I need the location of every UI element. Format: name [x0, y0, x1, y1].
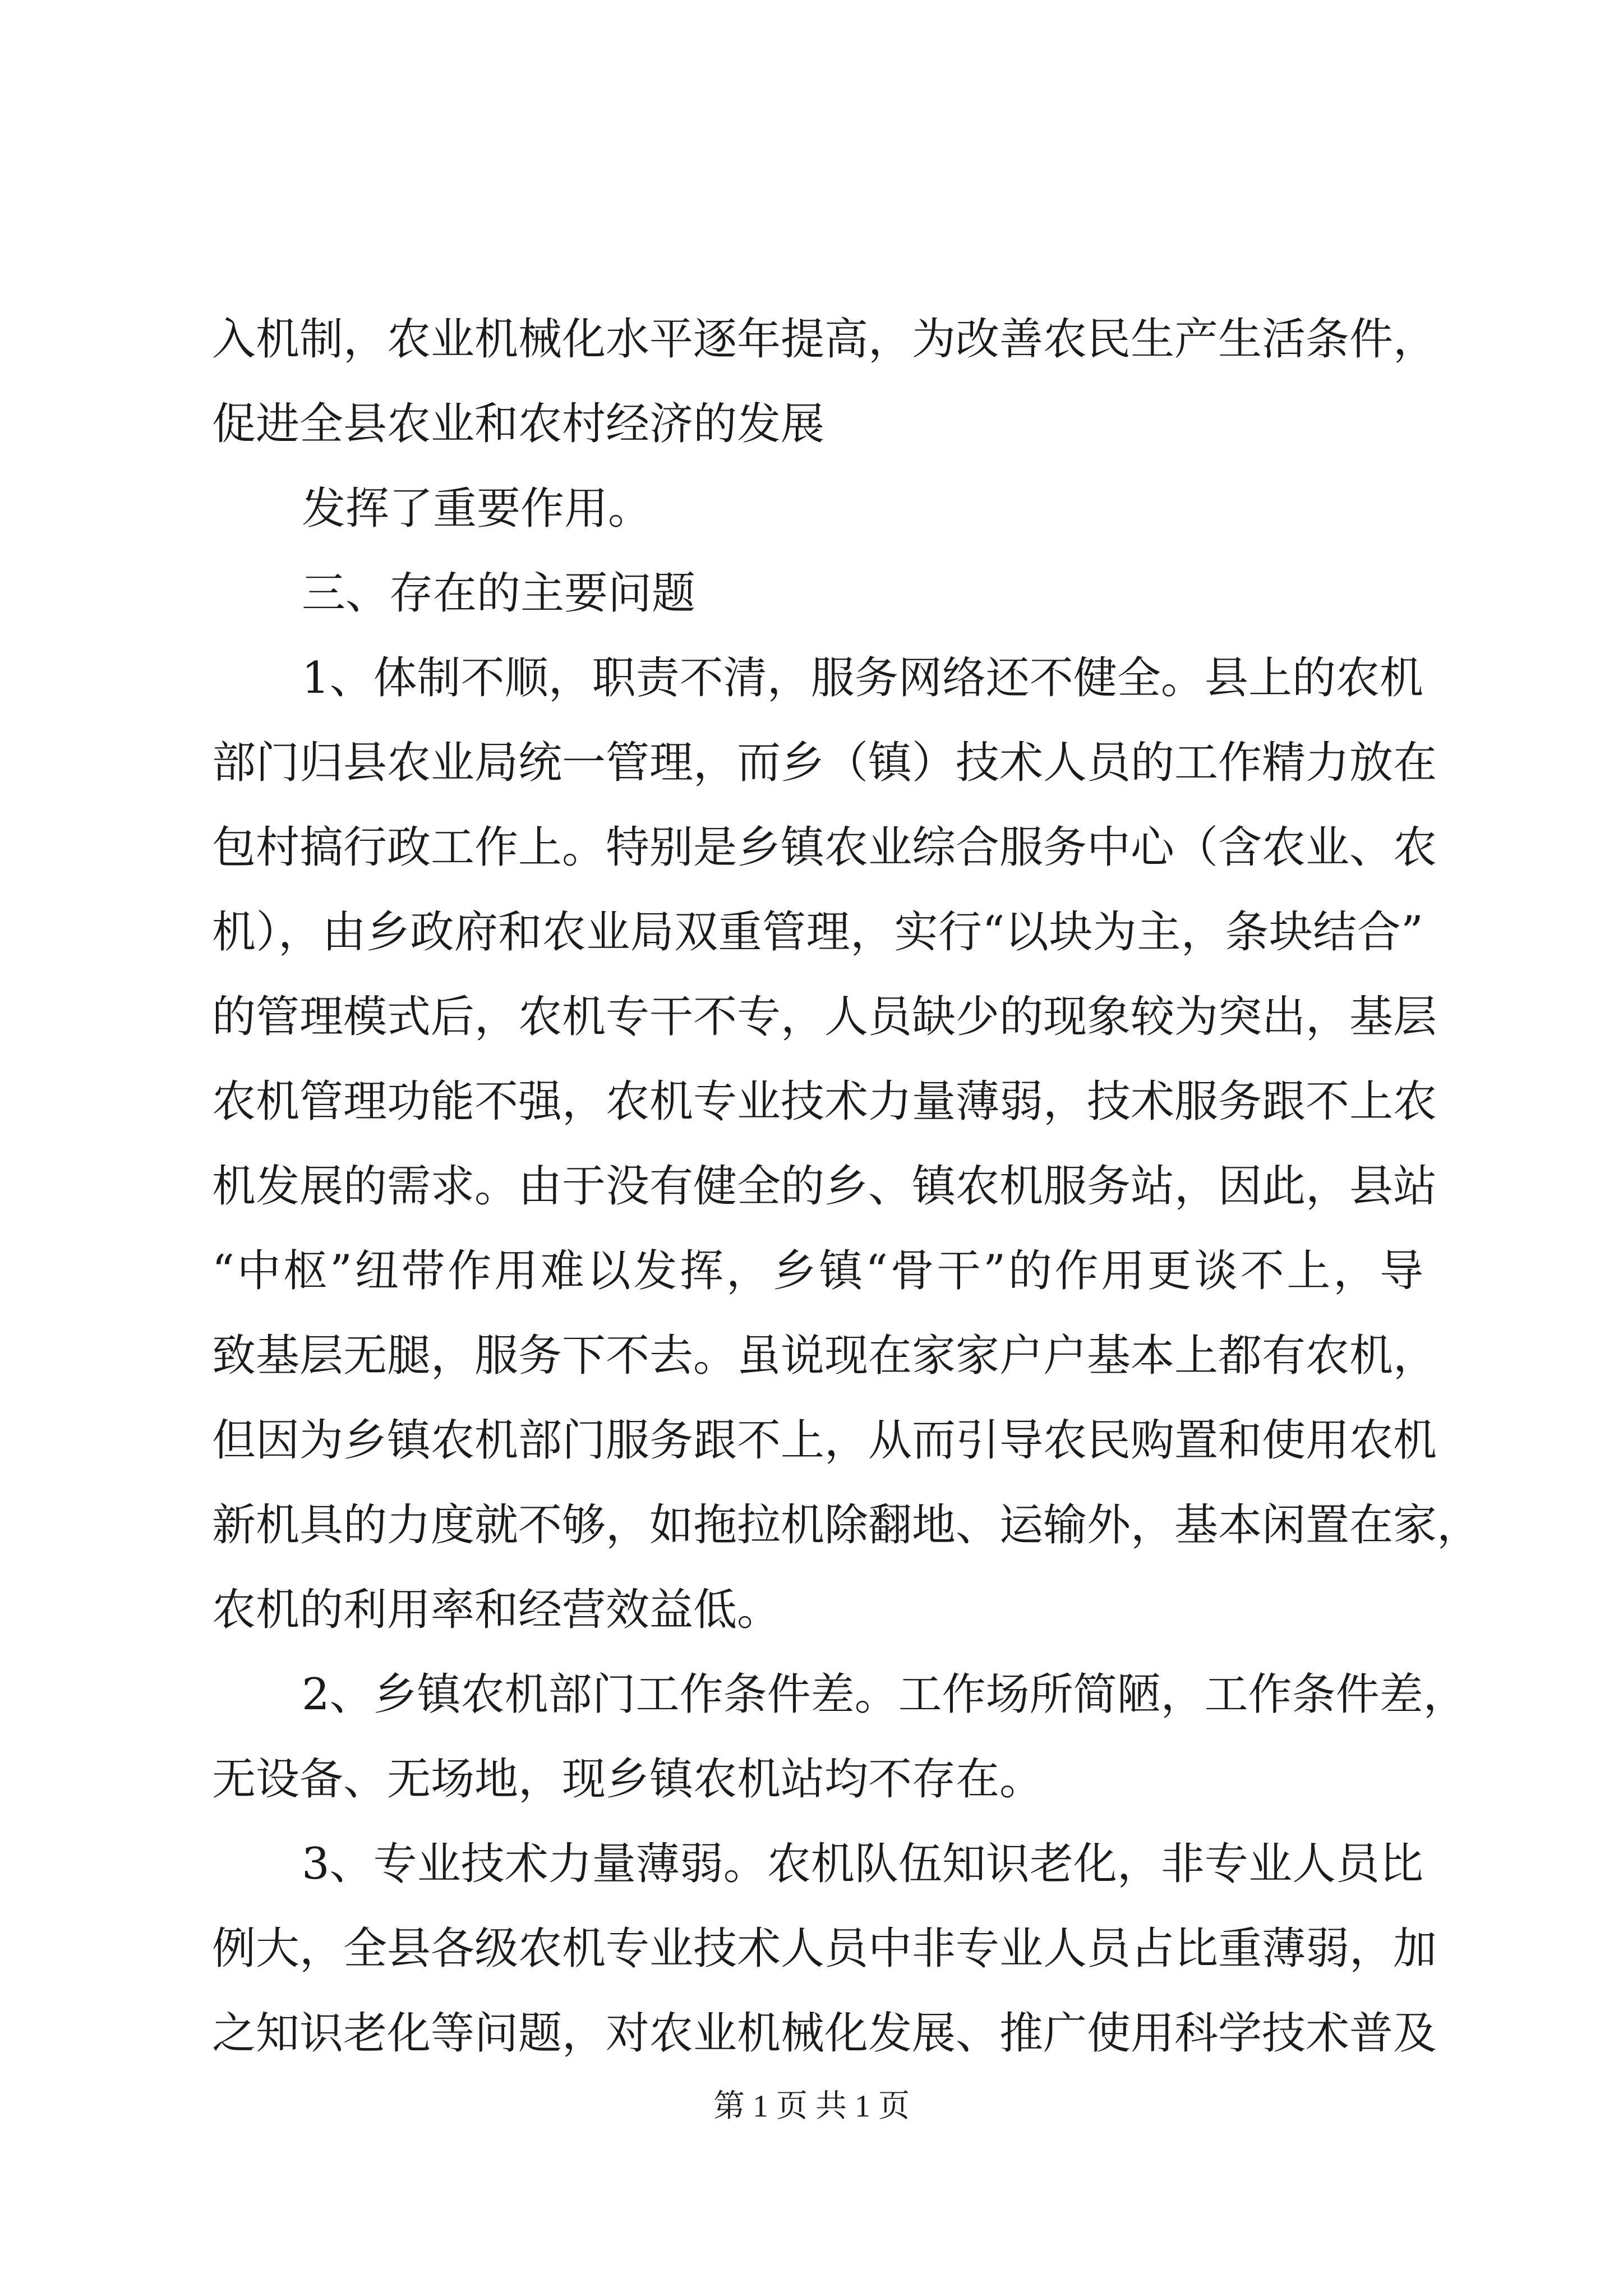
text-line: 新机具的力度就不够，如拖拉机除翻地、运输外，基本闲置在家，	[212, 1500, 1481, 1550]
text-line: 部门归县农业局统一管理，而乡（镇）技术人员的工作精力放在	[212, 738, 1437, 788]
text-line: 之知识老化等问题，对农业机械化发展、推广使用科学技术普及	[212, 2008, 1437, 2059]
text-line: 无设备、无场地，现乡镇农机站均不存在。	[212, 1754, 1044, 1805]
text-line: 包村搞行政工作上。特别是乡镇农业综合服务中心（含农业、农	[212, 822, 1437, 873]
text-line: 致基层无腿，服务下不去。虽说现在家家户户基本上都有农机，	[212, 1331, 1437, 1381]
text-line: 促进全县农业和农村经济的发展	[212, 399, 825, 449]
text-line: 1、体制不顺，职责不清，服务网络还不健全。县上的农机	[302, 653, 1423, 703]
text-line: 入机制，农业机械化水平逐年提高，为改善农民生产生活条件，	[212, 314, 1437, 365]
text-line: 3、专业技术力量薄弱。农机队伍知识老化，非专业人员比	[302, 1839, 1423, 1889]
page-footer: 第 1 页 共 1 页	[713, 2089, 910, 2124]
text-line: 的管理模式后，农机专干不专，人员缺少的现象较为突出，基层	[212, 992, 1437, 1042]
text-line: “中枢”纽带作用难以发挥，乡镇“骨干”的作用更谈不上，导	[212, 1246, 1423, 1296]
text-line: 例大，全县各级农机专业技术人员中非专业人员占比重薄弱，加	[212, 1924, 1437, 1974]
document-body	[212, 297, 1481, 2076]
text-line: 发挥了重要作用。	[302, 484, 652, 534]
text-line: 但因为乡镇农机部门服务跟不上，从而引导农民购置和使用农机	[212, 1415, 1437, 1466]
text-line: 农机管理功能不强，农机专业技术力量薄弱，技术服务跟不上农	[212, 1076, 1437, 1127]
section-heading: 三、存在的主要问题	[302, 568, 696, 619]
text-line: 机），由乡政府和农业局双重管理，实行“以块为主，条块结合”	[212, 907, 1423, 958]
text-line: 机发展的需求。由于没有健全的乡、镇农机服务站，因此，县站	[212, 1161, 1437, 1212]
text-line: 农机的利用率和经营效益低。	[212, 1585, 781, 1635]
text-line: 2、乡镇农机部门工作条件差。工作场所简陋，工作条件差，	[302, 1669, 1467, 1720]
